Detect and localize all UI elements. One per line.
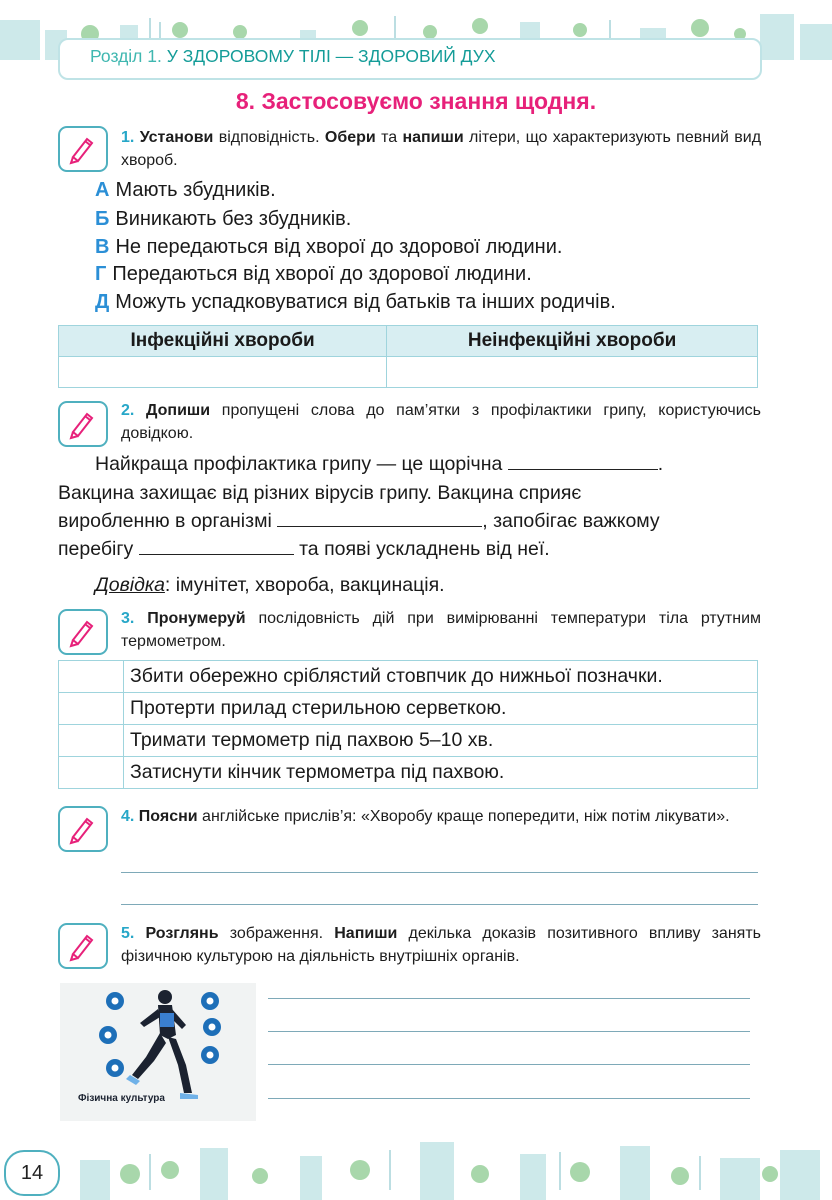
pencil-icon (58, 923, 108, 969)
task-text: зображення. (218, 925, 335, 942)
option-letter: Б (95, 208, 110, 230)
lesson-title-text: Застосовуємо знання щодня. (261, 88, 597, 114)
memo-text: та появі ускладнень від неї. (299, 538, 550, 560)
task-number: 2. (121, 402, 135, 419)
task-text: послідовність дій при вимірюванні температури тіла ртутним термометром. (121, 610, 761, 650)
memo-text: Найкраща профілактика грипу — це щорічна (95, 453, 503, 475)
step-number-cell[interactable] (59, 725, 124, 757)
memo-text: перебігу (58, 538, 134, 560)
section-header (90, 46, 496, 67)
task-2-instruction (121, 399, 761, 445)
table-header-infectious: Інфекційні хвороби (59, 326, 387, 357)
task-text: англійське прислів’я: «Хворобу краще попередити, ніж потім лікувати». (197, 808, 730, 825)
memo-line-1: Найкраща профілактика грипу — це щорічна . (95, 453, 664, 475)
table-header-noninfectious: Неінфекційні хвороби (387, 326, 758, 357)
answer-line[interactable] (268, 998, 750, 999)
pencil-icon (58, 401, 108, 447)
task-verb: напиши (402, 129, 464, 146)
memo-text: Вакцина захищає від різних вірусів грипу. Вакцина сприяє (58, 482, 582, 504)
page-number: 14 (4, 1150, 60, 1196)
blank-field[interactable] (139, 540, 294, 555)
task-3-instruction (121, 607, 761, 653)
answer-cell-infectious[interactable] (59, 357, 387, 388)
lesson-number: 8. (235, 88, 256, 114)
memo-text: , запобігає важкому (482, 510, 660, 532)
blank-field[interactable] (508, 455, 658, 470)
blank-field[interactable] (277, 512, 482, 527)
answer-line[interactable] (268, 1098, 750, 1099)
task-text: пропущені слова до пам’ятки з профілактики грипу, користуючись довідкою. (121, 402, 761, 442)
option-text: Можуть успадковуватися від батьків та інших родичів. (115, 291, 616, 313)
option-letter: Д (95, 291, 110, 313)
answer-line[interactable] (268, 1064, 750, 1065)
disease-classification-table (58, 325, 758, 388)
task-number: 4. (121, 808, 135, 825)
memo-line-2 (58, 482, 581, 505)
option-text: Мають збудників. (115, 179, 276, 201)
pencil-icon (58, 806, 108, 852)
task-verb: Напиши (334, 925, 398, 942)
step-number-cell[interactable] (59, 661, 124, 693)
step-text: Затиснути кінчик термометра під пахвою. (124, 757, 758, 789)
step-text: Збити обережно сріблястий стовпчик до нижньої позначки. (124, 661, 758, 693)
task-1-instruction (121, 126, 761, 172)
task-text: декілька доказів позитивного впливу занять фізичною культурою на діяльність внутрішніх органів. (121, 925, 761, 965)
thermometer-steps-table (58, 660, 758, 789)
lesson-title (0, 88, 832, 115)
memo-line-4 (58, 538, 550, 561)
answer-line[interactable] (268, 1031, 750, 1032)
option-letter: А (95, 179, 110, 201)
image-caption: Фізична культура (78, 1093, 165, 1104)
task-verb: Обери (324, 129, 376, 146)
option-v (95, 236, 562, 259)
option-letter: В (95, 236, 110, 258)
hint-line (95, 574, 445, 597)
option-text: Передаються від хворої до здорової людини. (112, 263, 532, 285)
pencil-icon (58, 126, 108, 172)
answer-line[interactable] (121, 904, 758, 905)
hint-text: : імунітет, хвороба, вакцинація. (164, 574, 445, 596)
answer-cell-noninfectious[interactable] (387, 357, 758, 388)
bottom-city-decoration (0, 1130, 832, 1200)
task-verb: Розглянь (145, 925, 219, 942)
option-text: Виникають без збудників. (115, 208, 352, 230)
task-number: 1. (121, 129, 135, 146)
task-verb: Поясни (138, 808, 198, 825)
task-text: літери, що характеризують певний вид хвороб. (121, 129, 762, 169)
task-5-instruction (121, 922, 761, 968)
task-text: відповідність. (213, 129, 325, 146)
task-number: 5. (121, 925, 135, 942)
step-number-cell[interactable] (59, 693, 124, 725)
memo-text: виробленню в організмі (58, 510, 272, 532)
task-4-instruction (121, 805, 761, 828)
task-verb: Допиши (146, 402, 211, 419)
option-b (95, 208, 351, 231)
option-text: Не передаються від хворої до здорової людини. (115, 236, 563, 258)
answer-line[interactable] (121, 872, 758, 873)
pencil-icon (58, 609, 108, 655)
section-number: Розділ 1. (90, 46, 162, 66)
step-text: Протерти прилад стерильною серветкою. (124, 693, 758, 725)
hint-label: Довідка (95, 574, 165, 596)
step-number-cell[interactable] (59, 757, 124, 789)
physical-culture-image (60, 983, 256, 1121)
section-title: У ЗДОРОВОМУ ТІЛІ — ЗДОРОВИЙ ДУХ (166, 46, 496, 66)
task-text: та (375, 129, 403, 146)
option-letter: Г (95, 263, 107, 285)
option-d (95, 291, 616, 314)
memo-line-3 (58, 510, 660, 533)
task-verb: Установи (139, 129, 214, 146)
task-verb: Пронумеруй (147, 610, 246, 627)
option-h (95, 263, 532, 286)
task-number: 3. (121, 610, 135, 627)
step-text: Тримати термометр під пахвою 5–10 хв. (124, 725, 758, 757)
option-a (95, 179, 276, 202)
